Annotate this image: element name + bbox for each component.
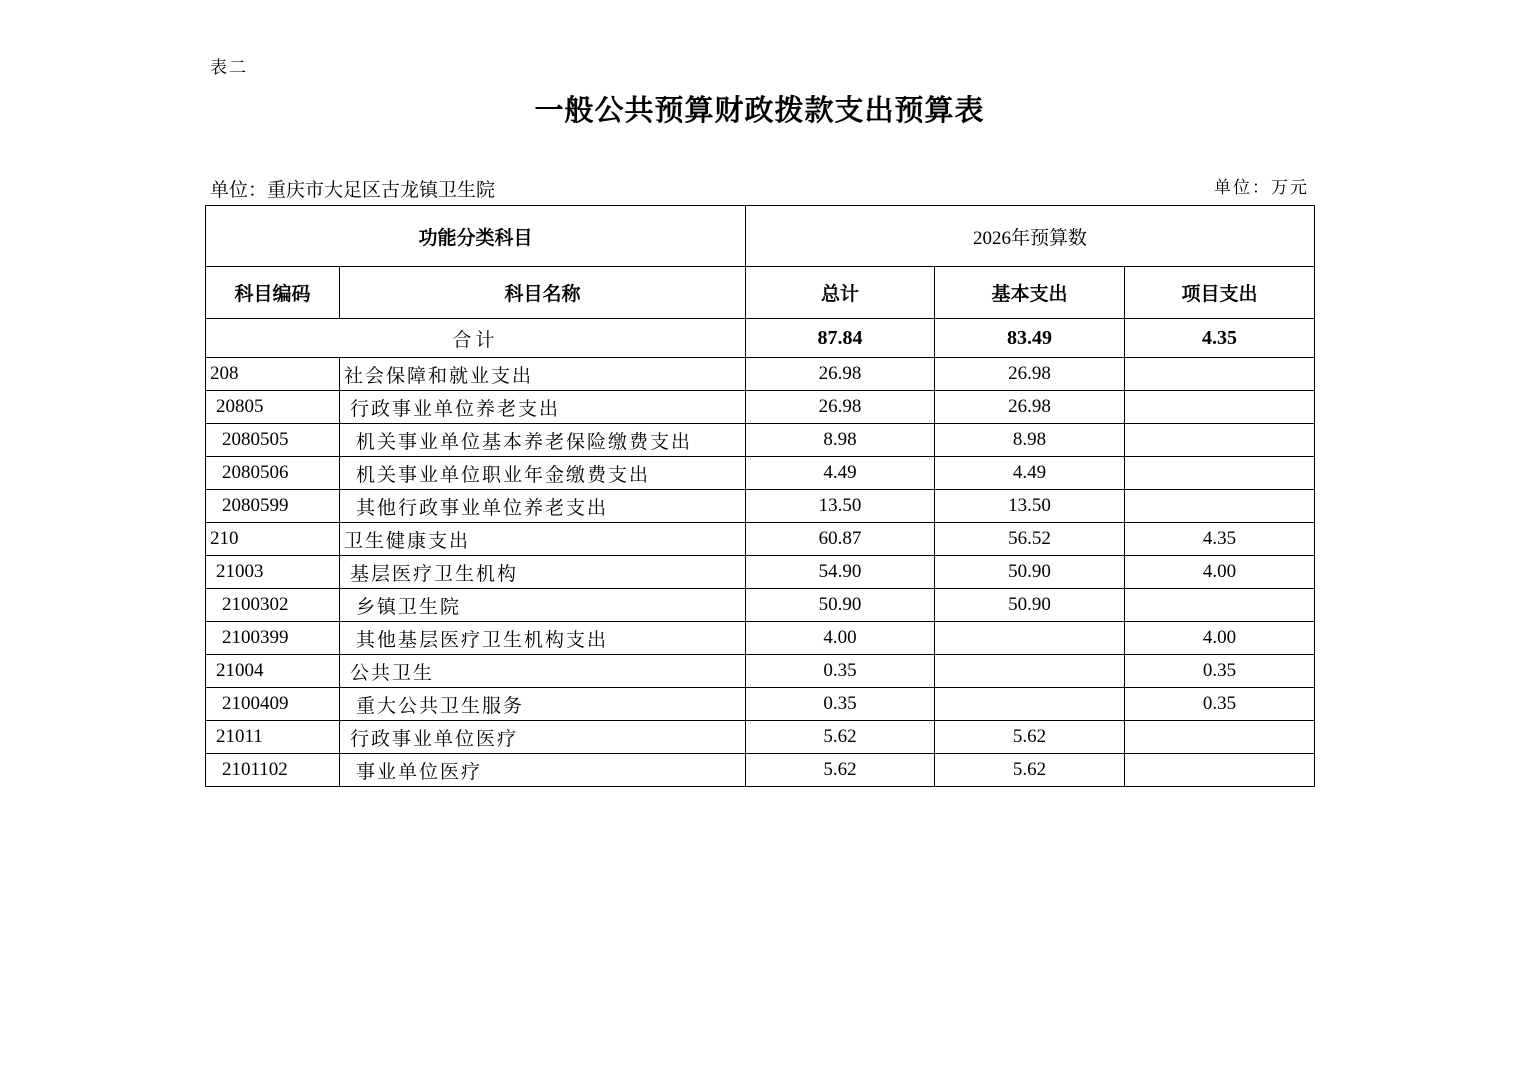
row-code: 2080599	[206, 490, 340, 523]
total-row	[206, 319, 1315, 358]
row-name: 基层医疗卫生机构	[340, 556, 746, 589]
table-row	[206, 754, 1315, 787]
unit-currency: 单位：万元	[1214, 178, 1309, 198]
table-row	[206, 622, 1315, 655]
row-project	[1125, 391, 1315, 424]
row-code: 2101102	[206, 754, 340, 787]
row-code: 2100302	[206, 589, 340, 622]
row-total: 5.62	[746, 754, 935, 787]
table-row	[206, 655, 1315, 688]
row-project: 4.00	[1125, 622, 1315, 655]
row-code: 2100409	[206, 688, 340, 721]
row-code: 210	[206, 523, 340, 556]
row-name: 机关事业单位职业年金缴费支出	[340, 457, 746, 490]
row-total: 60.87	[746, 523, 935, 556]
row-name: 乡镇卫生院	[340, 589, 746, 622]
row-basic: 56.52	[935, 523, 1125, 556]
unit-organization: 单位：重庆市大足区古龙镇卫生院	[210, 179, 496, 201]
row-code: 2080506	[206, 457, 340, 490]
header-project: 项目支出	[1125, 267, 1315, 319]
header-row-columns	[206, 267, 1315, 319]
row-code: 21004	[206, 655, 340, 688]
row-project	[1125, 457, 1315, 490]
row-total: 4.49	[746, 457, 935, 490]
header-name: 科目名称	[340, 267, 746, 319]
row-name: 重大公共卫生服务	[340, 688, 746, 721]
table-row	[206, 391, 1315, 424]
total-basic: 83.49	[935, 319, 1125, 358]
row-basic: 4.49	[935, 457, 1125, 490]
row-basic: 5.62	[935, 721, 1125, 754]
header-code: 科目编码	[206, 267, 340, 319]
row-total: 26.98	[746, 358, 935, 391]
total-project: 4.35	[1125, 319, 1315, 358]
row-project	[1125, 358, 1315, 391]
row-name: 社会保障和就业支出	[340, 358, 746, 391]
row-total: 13.50	[746, 490, 935, 523]
row-basic	[935, 655, 1125, 688]
row-total: 50.90	[746, 589, 935, 622]
row-total: 8.98	[746, 424, 935, 457]
row-name: 卫生健康支出	[340, 523, 746, 556]
row-project	[1125, 754, 1315, 787]
row-project	[1125, 721, 1315, 754]
header-budget-year: 2026年预算数	[746, 206, 1315, 267]
row-total: 54.90	[746, 556, 935, 589]
row-code: 21011	[206, 721, 340, 754]
row-project: 4.00	[1125, 556, 1315, 589]
row-basic: 26.98	[935, 358, 1125, 391]
header-row-group	[206, 206, 1315, 267]
row-total: 4.00	[746, 622, 935, 655]
header-function-category: 功能分类科目	[206, 206, 746, 267]
row-code: 2080505	[206, 424, 340, 457]
table-row	[206, 556, 1315, 589]
row-code: 208	[206, 358, 340, 391]
row-name: 其他基层医疗卫生机构支出	[340, 622, 746, 655]
row-code: 2100399	[206, 622, 340, 655]
row-project	[1125, 424, 1315, 457]
table-tag: 表二	[210, 58, 248, 78]
table-row	[206, 457, 1315, 490]
table-row	[206, 589, 1315, 622]
table-row	[206, 523, 1315, 556]
row-basic: 50.90	[935, 556, 1125, 589]
row-total: 0.35	[746, 655, 935, 688]
row-basic	[935, 622, 1125, 655]
row-basic: 13.50	[935, 490, 1125, 523]
row-name: 公共卫生	[340, 655, 746, 688]
row-name: 机关事业单位基本养老保险缴费支出	[340, 424, 746, 457]
header-basic: 基本支出	[935, 267, 1125, 319]
row-project: 0.35	[1125, 655, 1315, 688]
row-project: 4.35	[1125, 523, 1315, 556]
row-total: 26.98	[746, 391, 935, 424]
row-name: 行政事业单位养老支出	[340, 391, 746, 424]
total-label: 合计	[206, 319, 746, 358]
table-row	[206, 688, 1315, 721]
page-title: 一般公共预算财政拨款支出预算表	[534, 93, 985, 127]
row-basic: 26.98	[935, 391, 1125, 424]
header-total: 总计	[746, 267, 935, 319]
row-project	[1125, 589, 1315, 622]
table-row	[206, 424, 1315, 457]
row-project: 0.35	[1125, 688, 1315, 721]
row-project	[1125, 490, 1315, 523]
row-code: 20805	[206, 391, 340, 424]
row-total: 5.62	[746, 721, 935, 754]
row-total: 0.35	[746, 688, 935, 721]
total-sum: 87.84	[746, 319, 935, 358]
row-name: 行政事业单位医疗	[340, 721, 746, 754]
table-row	[206, 490, 1315, 523]
row-basic: 8.98	[935, 424, 1125, 457]
row-basic: 5.62	[935, 754, 1125, 787]
row-name: 事业单位医疗	[340, 754, 746, 787]
row-basic	[935, 688, 1125, 721]
row-name: 其他行政事业单位养老支出	[340, 490, 746, 523]
table-row	[206, 358, 1315, 391]
row-basic: 50.90	[935, 589, 1125, 622]
budget-table	[205, 205, 1315, 787]
table-row	[206, 721, 1315, 754]
row-code: 21003	[206, 556, 340, 589]
